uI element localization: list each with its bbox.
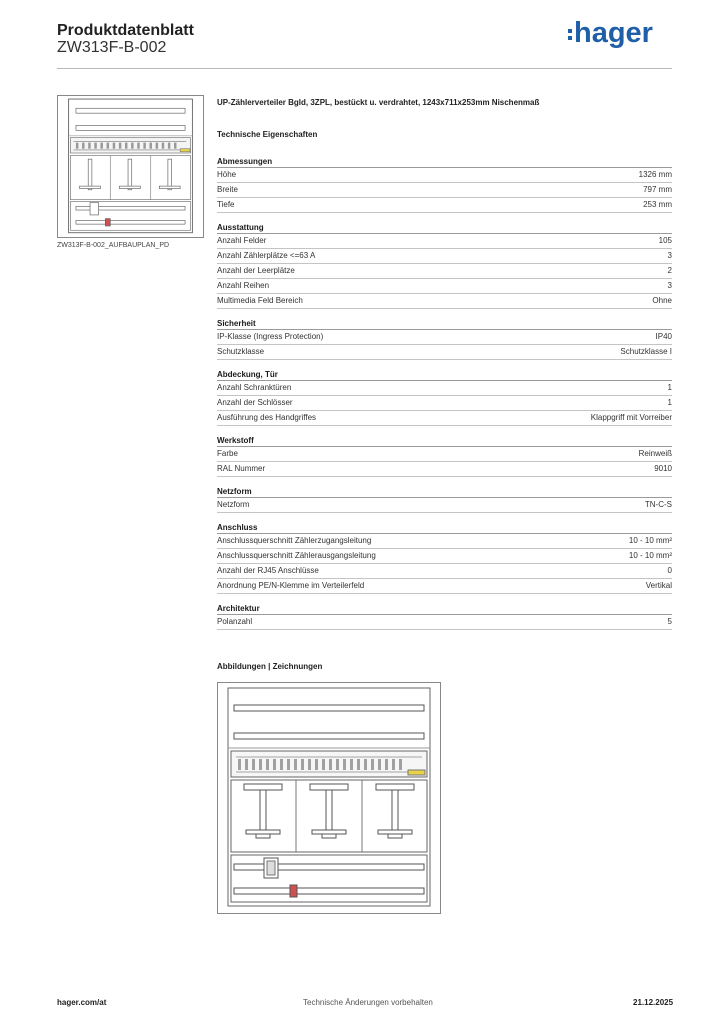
label-plate bbox=[408, 770, 425, 775]
rail bbox=[234, 705, 424, 711]
property-row bbox=[217, 579, 672, 594]
footer-date: 21.12.2025 bbox=[633, 998, 674, 1007]
product-description: UP-Zählerverteiler Bgld, 3ZPL, bestückt u. verdrahtet, 1243x711x253mm Nischenmaß bbox=[217, 98, 540, 107]
property-label: Schutzklasse bbox=[217, 347, 265, 356]
property-label: Anzahl der Schlösser bbox=[217, 398, 293, 407]
property-label: Höhe bbox=[217, 170, 237, 179]
property-row bbox=[217, 411, 672, 426]
property-label: Anzahl der Leerplätze bbox=[217, 266, 295, 275]
property-value: 1 bbox=[667, 383, 672, 392]
header-divider bbox=[57, 68, 672, 69]
property-row bbox=[217, 198, 672, 213]
property-value: Klappgriff mit Vorreiber bbox=[590, 413, 672, 422]
section-heading: Anschluss bbox=[217, 522, 672, 534]
properties-table bbox=[217, 156, 672, 639]
property-row bbox=[217, 330, 672, 345]
property-section bbox=[217, 222, 672, 309]
property-row bbox=[217, 279, 672, 294]
property-value: 9010 bbox=[654, 464, 672, 473]
distribution-field bbox=[231, 855, 427, 902]
property-label: Anzahl Felder bbox=[217, 236, 267, 245]
footer-website[interactable]: hager.com/at bbox=[57, 998, 107, 1007]
property-label: Anschlussquerschnitt Zählerausgangsleitung bbox=[217, 551, 376, 560]
thumbnail-caption: ZW313F-B-002_AUFBAUPLAN_PD bbox=[57, 242, 170, 249]
property-row bbox=[217, 294, 672, 309]
drawings-heading: Abbildungen | Zeichnungen bbox=[217, 662, 323, 671]
property-row bbox=[217, 234, 672, 249]
property-section bbox=[217, 435, 672, 477]
property-label: Multimedia Feld Bereich bbox=[217, 296, 303, 305]
property-row bbox=[217, 534, 672, 549]
property-value: 2 bbox=[667, 266, 672, 275]
cabinet-thumbnail-drawing bbox=[58, 96, 203, 237]
property-value: Vertikal bbox=[645, 581, 672, 590]
property-row bbox=[217, 168, 672, 183]
section-heading: Ausstattung bbox=[217, 222, 672, 234]
property-row bbox=[217, 381, 672, 396]
property-row bbox=[217, 264, 672, 279]
property-label: Breite bbox=[217, 185, 238, 194]
property-row bbox=[217, 549, 672, 564]
property-value: 10 - 10 mm² bbox=[628, 551, 672, 560]
section-heading: Abmessungen bbox=[217, 156, 672, 168]
property-value: IP40 bbox=[655, 332, 672, 341]
property-row bbox=[217, 447, 672, 462]
product-thumbnail bbox=[57, 95, 204, 238]
property-section bbox=[217, 156, 672, 213]
property-section bbox=[217, 522, 672, 594]
property-value: 3 bbox=[667, 251, 672, 260]
property-row bbox=[217, 396, 672, 411]
property-value: 10 - 10 mm² bbox=[628, 536, 672, 545]
property-value: 1 bbox=[667, 398, 672, 407]
property-row bbox=[217, 183, 672, 198]
technical-properties-heading: Technische Eigenschaften bbox=[217, 130, 318, 139]
property-section bbox=[217, 369, 672, 426]
property-value: 1326 mm bbox=[638, 170, 672, 179]
property-value: 0 bbox=[667, 566, 672, 575]
logo-dot bbox=[568, 29, 572, 33]
property-value: Ohne bbox=[652, 296, 672, 305]
property-label: IP-Klasse (Ingress Protection) bbox=[217, 332, 324, 341]
property-row bbox=[217, 249, 672, 264]
property-section bbox=[217, 486, 672, 513]
property-label: Anzahl Reihen bbox=[217, 281, 270, 290]
property-row bbox=[217, 462, 672, 477]
logo-text: hager bbox=[574, 17, 653, 49]
property-value: 105 bbox=[658, 236, 672, 245]
property-label: Ausführung des Handgriffes bbox=[217, 413, 317, 422]
section-heading: Werkstoff bbox=[217, 435, 672, 447]
section-heading: Sicherheit bbox=[217, 318, 672, 330]
logo-dot bbox=[568, 36, 572, 40]
rail bbox=[234, 733, 424, 739]
property-row bbox=[217, 345, 672, 360]
property-label: Netzform bbox=[217, 500, 250, 509]
property-label: Anschlussquerschnitt Zählerzugangsleitung bbox=[217, 536, 372, 545]
property-label: Anzahl Schranktüren bbox=[217, 383, 292, 392]
property-value: 797 mm bbox=[643, 185, 672, 194]
property-label: Polanzahl bbox=[217, 617, 253, 626]
page-title: Produktdatenblatt bbox=[57, 22, 194, 39]
footer-notice: Technische Änderungen vorbehalten bbox=[303, 998, 433, 1007]
property-label: Farbe bbox=[217, 449, 238, 458]
property-label: Tiefe bbox=[217, 200, 235, 209]
hager-logo bbox=[568, 16, 658, 50]
property-section bbox=[217, 603, 672, 630]
property-row bbox=[217, 498, 672, 513]
property-label: Anzahl der RJ45 Anschlüsse bbox=[217, 566, 319, 575]
property-label: RAL Nummer bbox=[217, 464, 266, 473]
cabinet-layout-drawing bbox=[218, 683, 440, 913]
property-section bbox=[217, 318, 672, 360]
property-row bbox=[217, 615, 672, 630]
property-label: Anzahl Zählerplätze <=63 A bbox=[217, 251, 316, 260]
section-heading: Netzform bbox=[217, 486, 672, 498]
property-label: Anordnung PE/N-Klemme im Verteilerfeld bbox=[217, 581, 365, 590]
property-row bbox=[217, 564, 672, 579]
property-value: Schutzklasse I bbox=[620, 347, 672, 356]
property-value: 253 mm bbox=[643, 200, 672, 209]
section-heading: Abdeckung, Tür bbox=[217, 369, 672, 381]
property-value: TN-C-S bbox=[644, 500, 672, 509]
drawing-frame bbox=[217, 682, 441, 914]
property-value: 3 bbox=[667, 281, 672, 290]
section-heading: Architektur bbox=[217, 603, 672, 615]
property-value: 5 bbox=[667, 617, 672, 626]
property-value: Reinweiß bbox=[638, 449, 672, 458]
product-code: ZW313F-B-002 bbox=[57, 39, 167, 56]
